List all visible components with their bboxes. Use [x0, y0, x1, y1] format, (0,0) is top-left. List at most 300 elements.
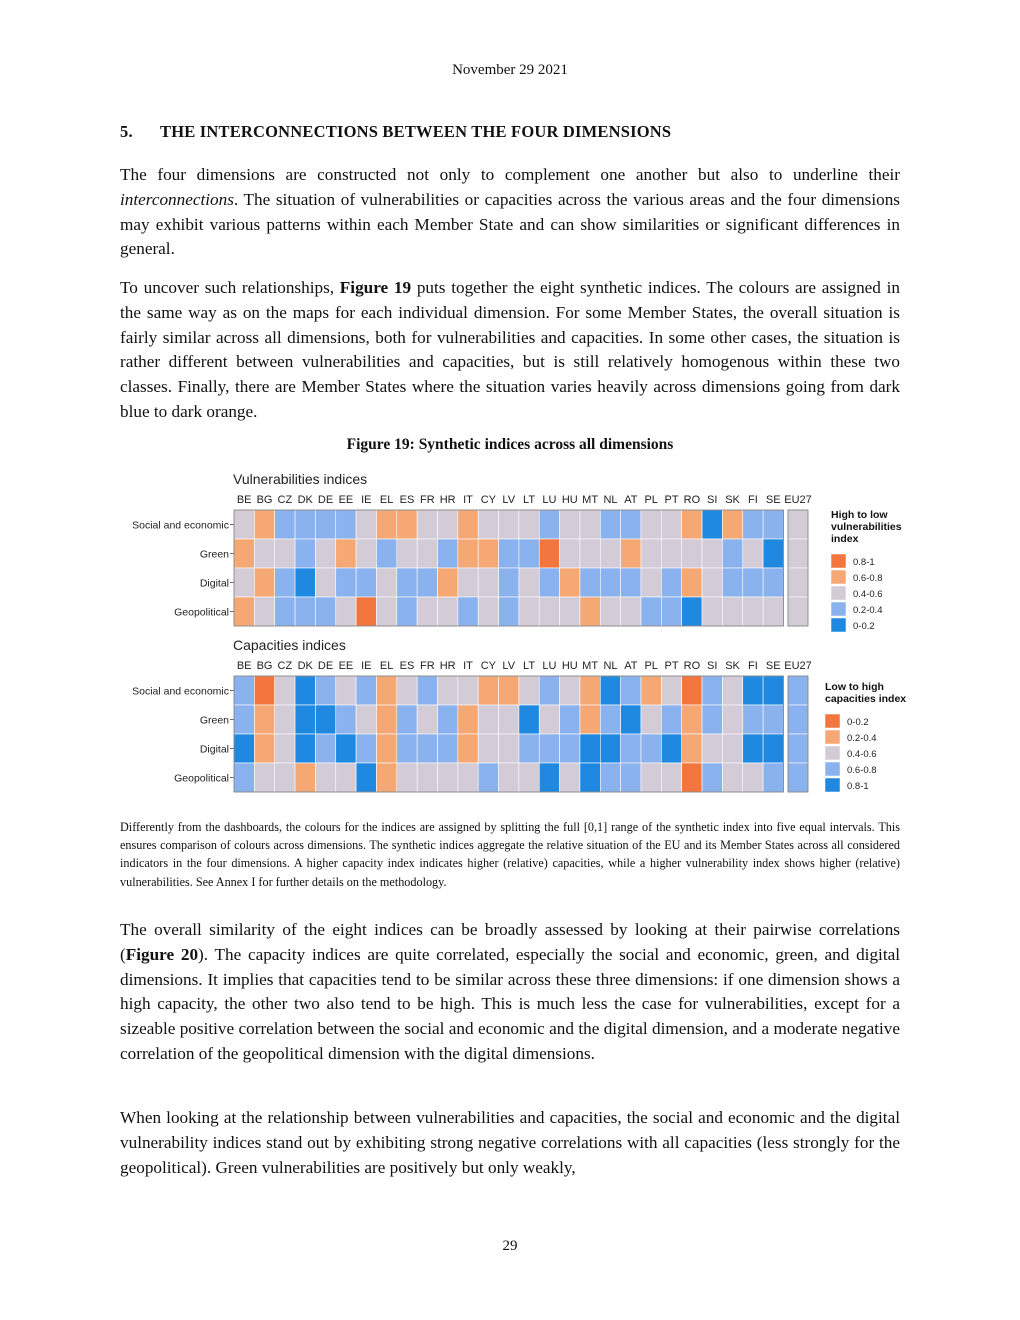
- heatmap-cell: [621, 539, 641, 568]
- heatmap-cell: [743, 568, 763, 597]
- legend-label: 0.2-0.4: [847, 733, 877, 744]
- heatmap-cell: [682, 676, 702, 705]
- heatmap-cell: [499, 763, 519, 792]
- row-label: Social and economic: [132, 519, 229, 532]
- heatmap-cell: [499, 734, 519, 763]
- country-label: IE: [361, 660, 372, 672]
- heatmap-cell: [356, 510, 376, 539]
- country-label: CY: [480, 660, 497, 672]
- heatmap-cell: [315, 705, 335, 734]
- country-label: CY: [480, 494, 497, 506]
- heatmap-cell: [519, 539, 539, 568]
- heatmap-cell: [417, 763, 437, 792]
- heatmap-cell: [254, 676, 274, 705]
- country-label: IE: [361, 494, 372, 506]
- heatmap-cell: [702, 734, 722, 763]
- legend-label: 0.4-0.6: [847, 749, 877, 760]
- heatmap-cell: [376, 734, 396, 763]
- heatmap-cell: [661, 734, 681, 763]
- eu27-cell: [788, 676, 808, 705]
- heatmap-cell: [641, 705, 661, 734]
- heatmap-cell: [580, 568, 600, 597]
- legend-swatch: [825, 730, 840, 744]
- heatmap-cell: [438, 510, 458, 539]
- country-label: NL: [603, 660, 618, 672]
- eu27-frame: [788, 510, 808, 626]
- country-label: SE: [765, 660, 781, 672]
- row-label: Geopolitical: [174, 606, 229, 619]
- legend-label: 0-0.2: [853, 621, 875, 632]
- country-label: FR: [419, 660, 435, 672]
- heatmap-cell: [315, 597, 335, 626]
- country-label: SE: [765, 494, 781, 506]
- country-label: SK: [725, 494, 740, 506]
- eu27-cell: [788, 510, 808, 539]
- country-label: AT: [624, 660, 638, 672]
- country-label: DK: [297, 660, 313, 672]
- heatmap-cell: [661, 597, 681, 626]
- heatmap-cell: [621, 597, 641, 626]
- heatmap-cell: [336, 597, 356, 626]
- legend-label: 0.6-0.8: [853, 573, 883, 584]
- country-label: IT: [463, 494, 473, 506]
- heatmap-cell: [356, 705, 376, 734]
- heatmap-cell: [743, 676, 763, 705]
- country-label: LT: [523, 660, 536, 672]
- heatmap-cell: [275, 705, 295, 734]
- heatmap-cell: [722, 705, 742, 734]
- country-label: BE: [236, 494, 252, 506]
- country-label: ES: [399, 494, 415, 506]
- heatmap-cell: [600, 763, 620, 792]
- heatmap-cell: [315, 568, 335, 597]
- heatmap-cell: [417, 705, 437, 734]
- heatmap-cell: [560, 539, 580, 568]
- heatmap-cell: [661, 539, 681, 568]
- country-label: HU: [561, 660, 578, 672]
- country-label: DE: [317, 494, 334, 506]
- heatmap-cell: [560, 676, 580, 705]
- panel-frame: [234, 676, 783, 792]
- row-label: Social and economic: [132, 685, 229, 698]
- heatmap-cell: [600, 539, 620, 568]
- heatmap-cell: [539, 734, 559, 763]
- heatmap-cell: [275, 510, 295, 539]
- panel-frame: [234, 510, 783, 626]
- heatmap-cell: [315, 676, 335, 705]
- heatmap-cell: [438, 734, 458, 763]
- heatmap-cell: [580, 763, 600, 792]
- heatmap-cell: [539, 763, 559, 792]
- heatmap-cell: [295, 763, 315, 792]
- heatmap-cell: [295, 510, 315, 539]
- body-paragraph-3: The overall similarity of the eight indices can be broadly assessed by looking at their pairwise correlations (Figure 20). The capacity indices are quite correlated, especially the social and economic, green, and digital dimensions. It implies that capacities tend to be similar across these three dimensions: if one dimension shows a high capacity, the other two also tend to be high. This is much less the case for vulnerabilities, except for a sizeable positive correlation between the social and economic and the digital dimension, and a moderate negative correlation of the geopolitical dimension with the digital dimensions.: [120, 920, 901, 1063]
- legend-title: High to low vulnerabilities index: [831, 509, 902, 545]
- country-label: SI: [707, 660, 718, 672]
- heatmap-cell: [376, 676, 396, 705]
- eu27-cell: [788, 597, 808, 626]
- country-label: RO: [683, 494, 701, 506]
- eu27-cell: [788, 734, 808, 763]
- heatmap-cell: [397, 539, 417, 568]
- heatmap-cell: [478, 597, 498, 626]
- heatmap-cell: [641, 539, 661, 568]
- heatmap-cell: [356, 676, 376, 705]
- country-label: DE: [317, 660, 334, 672]
- heatmap-cell: [682, 539, 702, 568]
- heatmap-cell: [722, 568, 742, 597]
- heatmap-cell: [336, 734, 356, 763]
- heatmap-cell: [417, 568, 437, 597]
- heatmap-cell: [539, 705, 559, 734]
- heatmap-cell: [560, 510, 580, 539]
- heatmap-cell: [661, 676, 681, 705]
- country-label: AT: [624, 494, 638, 506]
- heatmap-cell: [682, 705, 702, 734]
- heatmap-cell: [499, 539, 519, 568]
- heatmap-cell: [315, 734, 335, 763]
- heatmap-cell: [234, 597, 254, 626]
- heatmap-cell: [336, 763, 356, 792]
- country-label: EU27: [784, 660, 812, 672]
- heatmap-cell: [560, 597, 580, 626]
- heatmap-cell: [702, 597, 722, 626]
- country-label: BG: [256, 660, 273, 672]
- row-label: Green: [199, 548, 229, 561]
- country-label: FI: [748, 660, 758, 672]
- heatmap-cell: [763, 568, 783, 597]
- row-label: Digital: [199, 743, 229, 756]
- country-label: LV: [502, 494, 516, 506]
- heatmap-cell: [621, 763, 641, 792]
- heatmap-cell: [376, 705, 396, 734]
- heatmap-cell: [641, 763, 661, 792]
- heatmap-cell: [499, 705, 519, 734]
- heatmap-cell: [376, 763, 396, 792]
- heatmap-cell: [417, 676, 437, 705]
- legend-label: 0.4-0.6: [853, 589, 883, 600]
- heatmap-cell: [275, 676, 295, 705]
- body-paragraph-1: The four dimensions are constructed not only to complement one another but also to underline their interconnections. The situation of vulnerabilities or capacities across the various areas and the four dimensions may exhibit various patterns within each Member State and can show similarities or significant differences in general.: [120, 165, 900, 259]
- country-label: IT: [463, 660, 473, 672]
- heatmap-cell: [539, 597, 559, 626]
- heatmap-cell: [600, 676, 620, 705]
- heatmap-cell: [743, 510, 763, 539]
- heatmap-cell: [580, 510, 600, 539]
- heatmap-cell: [661, 510, 681, 539]
- heatmap-cell: [641, 676, 661, 705]
- heatmap-cell: [275, 597, 295, 626]
- heatmap-cell: [621, 568, 641, 597]
- heatmap-cell: [743, 539, 763, 568]
- heatmap-cell: [356, 597, 376, 626]
- panel-title: Capacities indices: [233, 637, 346, 653]
- body-paragraph-4: When looking at the relationship between vulnerabilities and capacities, the social and economic and the digital vulnerability indices stand out by exhibiting strong negative correlations with all capacities (less strongly for the geopolitical). Green vulnerabilities are positively but only weakly,: [120, 1108, 900, 1177]
- heatmap-cell: [275, 734, 295, 763]
- heatmap-cell: [376, 568, 396, 597]
- heatmap-cell: [356, 763, 376, 792]
- heatmap-cell: [722, 676, 742, 705]
- country-label: SK: [725, 660, 740, 672]
- heatmap-cell: [763, 597, 783, 626]
- heatmap-cell: [580, 539, 600, 568]
- heatmap-cell: [621, 705, 641, 734]
- heatmap-cell: [478, 568, 498, 597]
- figure-note: Differently from the dashboards, the colours for the indices are assigned by splitting the full [0,1] range of the synthetic index into five equal intervals. This ensures comparison of colours across dimensions. The synthetic indices aggregate the relative situation of the EU and its Member States across all considered indicators in the four dimensions. A higher capacity index indicates higher (relative) capacities, while a higher vulnerability index shows higher (relative) vulnerabilities. See Annex I for further details on the methodology.: [120, 820, 900, 889]
- heatmap-cell: [580, 676, 600, 705]
- heatmap-cell: [621, 676, 641, 705]
- page-header-date: November 29 2021: [452, 62, 568, 78]
- heatmap-cell: [621, 510, 641, 539]
- heatmap-cell: [458, 734, 478, 763]
- country-label: HU: [561, 494, 578, 506]
- heatmap-cell: [600, 734, 620, 763]
- heatmap-cell: [702, 568, 722, 597]
- country-label: EL: [379, 660, 394, 672]
- country-label: EE: [338, 660, 354, 672]
- country-label: NL: [603, 494, 618, 506]
- page-number: 29: [502, 1238, 518, 1254]
- heatmap-cell: [682, 568, 702, 597]
- legend-label: 0.2-0.4: [853, 605, 883, 616]
- heatmap-cell: [722, 763, 742, 792]
- heatmap-cell: [600, 568, 620, 597]
- heatmap-cell: [519, 705, 539, 734]
- heatmap-cell: [397, 597, 417, 626]
- heatmap-cell: [275, 763, 295, 792]
- legend-swatch: [825, 762, 840, 776]
- heatmap-cell: [682, 597, 702, 626]
- heatmap-cell: [763, 763, 783, 792]
- country-label: HR: [439, 494, 456, 506]
- heatmap-cell: [661, 568, 681, 597]
- heatmap-cell: [519, 734, 539, 763]
- country-label: LU: [542, 494, 557, 506]
- heatmap-cell: [275, 539, 295, 568]
- panel-title: Vulnerabilities indices: [233, 471, 368, 487]
- heatmap-cell: [336, 676, 356, 705]
- heatmap-cell: [234, 734, 254, 763]
- country-label: FR: [419, 494, 435, 506]
- heatmap-cell: [254, 539, 274, 568]
- heatmap-cell: [560, 705, 580, 734]
- legend-swatch: [831, 554, 846, 568]
- heatmap-cell: [438, 568, 458, 597]
- heatmap-cell: [275, 568, 295, 597]
- row-label: Geopolitical: [174, 772, 229, 785]
- heatmap-cell: [499, 510, 519, 539]
- heatmap-cell: [743, 705, 763, 734]
- heatmap-cell: [682, 763, 702, 792]
- country-label: ES: [399, 660, 415, 672]
- heatmap-cell: [295, 705, 315, 734]
- heatmap-cell: [641, 734, 661, 763]
- heatmap-cell: [356, 734, 376, 763]
- country-label: EL: [379, 494, 394, 506]
- heatmap-cell: [722, 510, 742, 539]
- heatmap-cell: [295, 676, 315, 705]
- heatmap-cell: [763, 705, 783, 734]
- heatmap-cell: [315, 539, 335, 568]
- country-label: PL: [644, 660, 658, 672]
- heatmap-cell: [661, 705, 681, 734]
- heatmap-cell: [234, 510, 254, 539]
- country-label: EE: [338, 494, 354, 506]
- heatmap-cell: [417, 597, 437, 626]
- heatmap-cell: [458, 597, 478, 626]
- heatmap-cell: [763, 734, 783, 763]
- heatmap-cell: [458, 568, 478, 597]
- heatmap-cell: [661, 763, 681, 792]
- heatmap-cell: [478, 763, 498, 792]
- heatmap-cell: [295, 539, 315, 568]
- heatmap-cell: [682, 510, 702, 539]
- heatmap-cell: [722, 539, 742, 568]
- heatmap-cell: [722, 734, 742, 763]
- eu27-cell: [788, 539, 808, 568]
- heatmap-cell: [295, 734, 315, 763]
- heatmap-cell: [499, 597, 519, 626]
- heatmap-cell: [600, 597, 620, 626]
- heatmap-cell: [417, 734, 437, 763]
- heatmap-cell: [438, 539, 458, 568]
- heatmap-cell: [458, 539, 478, 568]
- heatmap-cell: [763, 539, 783, 568]
- heatmap-cell: [519, 597, 539, 626]
- heatmap-cell: [519, 763, 539, 792]
- heatmap-cell: [438, 763, 458, 792]
- country-label: MT: [582, 494, 599, 506]
- heatmap-cell: [356, 568, 376, 597]
- heatmap-cell: [478, 510, 498, 539]
- legend-title: Low to high capacities index: [825, 681, 907, 705]
- heatmap-cell: [315, 510, 335, 539]
- country-label: CZ: [277, 660, 293, 672]
- heatmap-cell: [397, 676, 417, 705]
- heatmap-cell: [539, 539, 559, 568]
- heatmap-cell: [438, 676, 458, 705]
- country-label: RO: [683, 660, 701, 672]
- country-label: LU: [542, 660, 557, 672]
- row-label: Green: [199, 714, 229, 727]
- heatmap-cell: [743, 597, 763, 626]
- heatmap-cell: [478, 734, 498, 763]
- heatmap-cell: [580, 705, 600, 734]
- heatmap-cell: [254, 734, 274, 763]
- heatmap-cell: [763, 676, 783, 705]
- heatmap-cell: [458, 510, 478, 539]
- country-label: MT: [582, 660, 599, 672]
- heatmap-cell: [254, 510, 274, 539]
- heatmap-cell: [600, 510, 620, 539]
- heatmap-cell: [763, 510, 783, 539]
- eu27-frame: [788, 676, 808, 792]
- emphasis-interconnections: interconnections: [120, 189, 234, 209]
- heatmap-cell: [376, 597, 396, 626]
- legend-swatch: [831, 570, 846, 584]
- heatmap-cell: [560, 568, 580, 597]
- heatmap-cell: [397, 763, 417, 792]
- heatmap-cell: [397, 510, 417, 539]
- legend-swatch: [825, 746, 840, 760]
- heatmap-cell: [702, 510, 722, 539]
- heatmap-cell: [234, 568, 254, 597]
- heatmap-cell: [438, 705, 458, 734]
- country-label: HR: [439, 660, 456, 672]
- heatmap-cell: [539, 676, 559, 705]
- heatmap-cell: [743, 763, 763, 792]
- heatmap-cell: [438, 597, 458, 626]
- heatmap-cell: [560, 734, 580, 763]
- heatmap-cell: [417, 510, 437, 539]
- legend-swatch: [831, 586, 846, 600]
- country-label: LV: [502, 660, 516, 672]
- heatmap-cell: [600, 705, 620, 734]
- country-label: BE: [236, 660, 252, 672]
- heatmap-cell: [519, 568, 539, 597]
- country-label: CZ: [277, 494, 293, 506]
- heatmap-cell: [397, 568, 417, 597]
- heatmap-cell: [458, 763, 478, 792]
- heatmap-cell: [336, 568, 356, 597]
- heatmap-cell: [254, 568, 274, 597]
- heatmap-cell: [356, 539, 376, 568]
- heatmap-cell: [376, 539, 396, 568]
- heatmap-cell: [234, 676, 254, 705]
- heatmap-cell: [702, 763, 722, 792]
- heatmap-cell: [580, 597, 600, 626]
- figure-20-reference: Figure 20: [125, 944, 199, 964]
- legend-swatch: [831, 618, 846, 632]
- heatmap-cell: [539, 510, 559, 539]
- heatmap-cell: [621, 734, 641, 763]
- country-label: FI: [748, 494, 758, 506]
- legend-label: 0.8-1: [847, 781, 869, 792]
- eu27-cell: [788, 705, 808, 734]
- heatmap-cell: [682, 734, 702, 763]
- heatmap-cell: [397, 705, 417, 734]
- heatmap-cell: [458, 676, 478, 705]
- heatmap-cell: [254, 763, 274, 792]
- heatmap-cell: [417, 539, 437, 568]
- heatmap-cell: [254, 597, 274, 626]
- heatmap-cell: [702, 539, 722, 568]
- row-label: Digital: [199, 577, 229, 590]
- figure-caption: Figure 19: Synthetic indices across all dimensions: [346, 436, 674, 453]
- heatmap-cell: [702, 676, 722, 705]
- heatmap-cell: [560, 763, 580, 792]
- heatmap-cell: [478, 676, 498, 705]
- country-label: PT: [664, 494, 679, 506]
- country-label: LT: [523, 494, 536, 506]
- figure-19-reference: Figure 19: [339, 278, 412, 297]
- section-title-text: THE INTERCONNECTIONS BETWEEN THE FOUR DIMENSIONS: [160, 122, 672, 141]
- heatmap-cell: [234, 705, 254, 734]
- heatmap-cell: [641, 510, 661, 539]
- heatmap-cell: [234, 763, 254, 792]
- heatmap-cell: [499, 676, 519, 705]
- country-label: EU27: [784, 494, 812, 506]
- legend-swatch: [825, 778, 840, 792]
- heatmap-cell: [580, 734, 600, 763]
- section-number: 5.: [120, 122, 133, 141]
- body-paragraph-2: To uncover such relationships, Figure 19 puts together the eight synthetic indices. The colours are assigned in the same way as on the maps for each individual dimension. For some Member States, the overall situation is fairly similar across all dimensions, both for vulnerabilities and capacities. In some other cases, the situation is rather different between vulnerabilities and capacities, but is still relatively homogenous within these two classes. Finally, there are Member States where the situation varies heavily across dimensions going from dark blue to dark orange.: [120, 278, 900, 421]
- heatmap-cell: [315, 763, 335, 792]
- country-label: DK: [297, 494, 313, 506]
- heatmap-cell: [295, 597, 315, 626]
- heatmap-cell: [519, 676, 539, 705]
- heatmap-cell: [722, 597, 742, 626]
